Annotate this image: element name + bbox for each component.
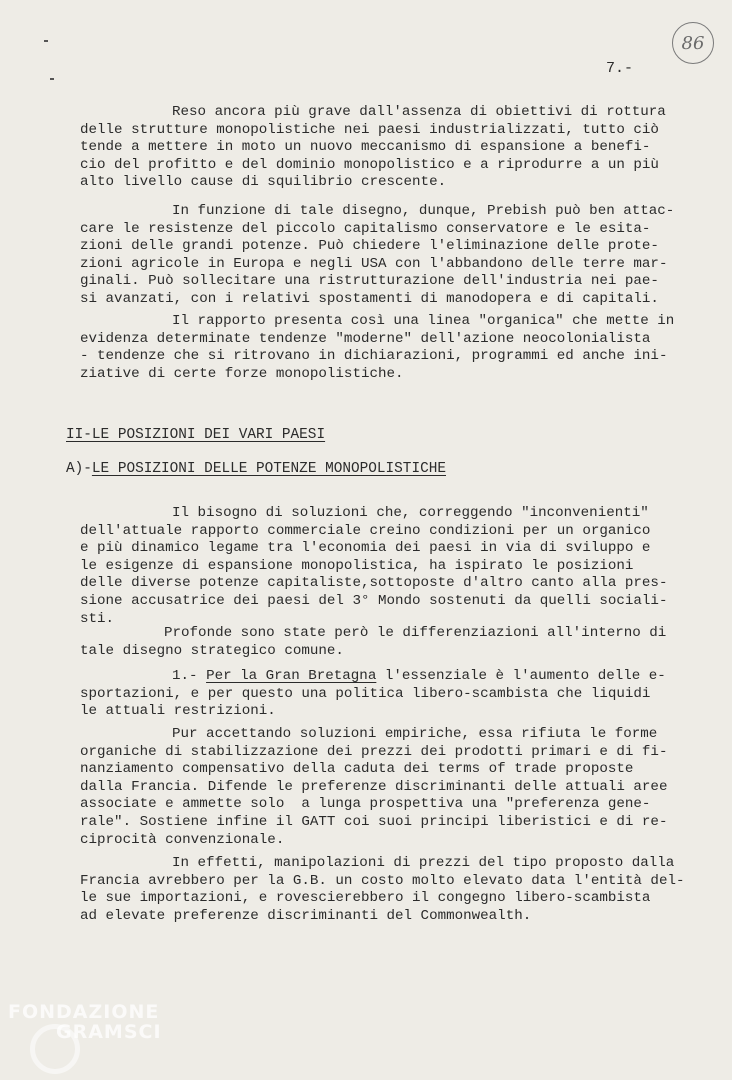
margin-mark	[50, 78, 54, 80]
country-label: Per la Gran Bretagna	[206, 668, 377, 684]
subsection-title: LE POSIZIONI DELLE POTENZE MONOPOLISTICHE	[91, 461, 446, 477]
item-number: 1.-	[172, 668, 207, 684]
paragraph-7: Pur accettando soluzioni empiriche, essa rifiuta le forme organiche di stabilizzazione dei prezzi dei prodotti primari e di fi- nanziamento compensativo della caduta dei terms of trade proposte dalla Francia. Difende le preferenze discriminanti delle attuali aree associate e ammette solo a lunga prospettiva una "preferenza gene- rale". Sostiene infine il GATT coi suoi principi liberistici e di re- ciprocità convenzionale.	[80, 726, 668, 848]
subsection-prefix: A)-	[66, 461, 92, 477]
section-heading: II-LE POSIZIONI DEI VARI PAESI	[66, 427, 326, 443]
paragraph-6: 1.- Per la Gran Bretagna l'essenziale è l'aumento delle e- sportazioni, e per questo una politica libero-scambista che liquidi le attuali restrizioni.	[80, 668, 666, 720]
paragraph-5: Profonde sono state però le differenziazioni all'interno di tale disegno strategico comune.	[80, 625, 667, 659]
paragraph-3: Il rapporto presenta così una linea "organica" che mette in evidenza determinate tendenze "moderne" dell'azione neocolonialista - tendenze che si ritrovano in dichiarazioni, programmi ed anche ini- ziative di certe forze monopolistiche.	[80, 313, 675, 382]
archive-stamp: 86	[672, 22, 714, 64]
paragraph-8: In effetti, manipolazioni di prezzi del tipo proposto dalla Francia avrebbero per la G.B. un costo molto elevato data l'entità del- le sue importazioni, e rovescierebbero il congegno libero-scambista ad elevate preferenze discriminanti del Commonwealth.	[80, 855, 685, 924]
watermark: FONDAZIONE GRAMSCI	[8, 1001, 162, 1043]
subsection-heading	[66, 461, 446, 477]
margin-mark	[44, 40, 48, 42]
paragraph-4: Il bisogno di soluzioni che, correggendo "inconvenienti" dell'attuale rapporto commerciale creino condizioni per un organico e più dinamico legame tra l'economia dei paesi in via di sviluppo e le esigenze di espansione monopolistica, ha ispirato le posizioni delle diverse potenze capitaliste,sottoposte d'altro canto alla pres- sione accusatrice dei paesi del 3° Mondo sostenuti da quelli sociali- sti.	[80, 505, 668, 627]
paragraph-2: In funzione di tale disegno, dunque, Prebish può ben attac- care le resistenze del piccolo capitalismo conservatore e le esita- zioni delle grandi potenze. Può chiedere l'eliminazione delle prote- zioni agricole in Europa e negli USA con l'abbandono delle terre mar- ginali. Può sollecitare una ristrutturazione dell'industria nei pae- si avanzati, con i relativi spostamenti di manodopera e di capitali.	[80, 203, 675, 307]
page-number: 7.-	[606, 60, 634, 77]
paragraph-1: Reso ancora più grave dall'assenza di obiettivi di rottura delle strutture monopolistiche nei paesi industrializzati, tutto ciò tende a mettere in moto un nuovo meccanismo di espansione a benefi- cio del profitto e del dominio monopolistico e a riprodurre a un più alto livello cause di squilibrio crescente.	[80, 104, 666, 191]
